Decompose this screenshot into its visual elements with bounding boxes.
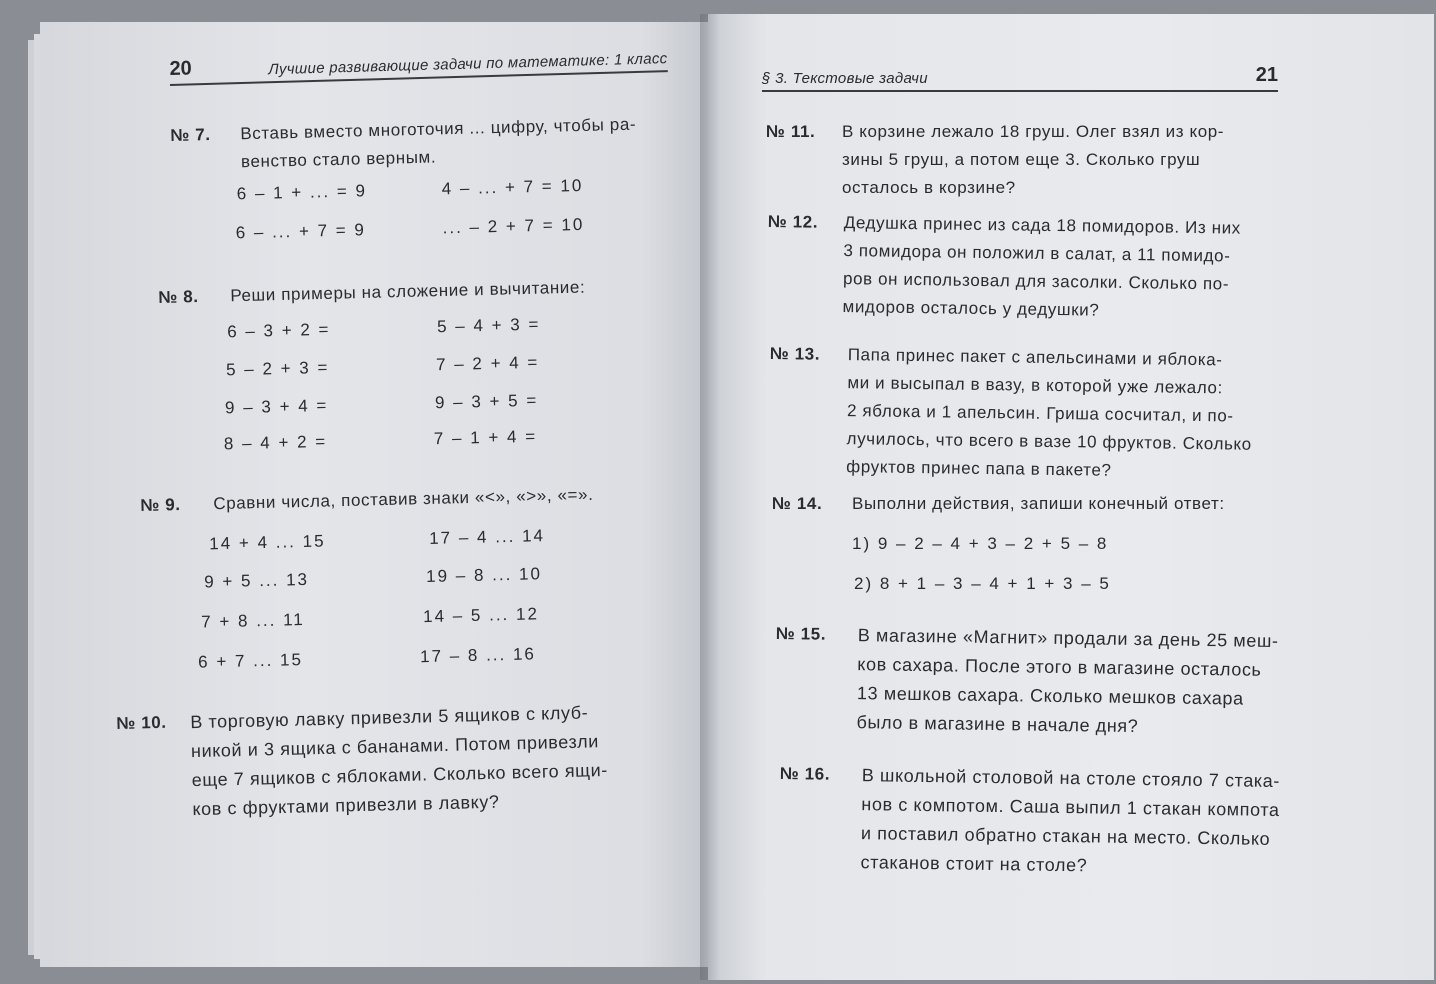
example: 9 – 3 + 5 =: [434, 390, 539, 413]
task-text: Сравни числа, поставив знаки «<», «>», «=».: [213, 484, 594, 514]
example: 5 – 2 + 3 =: [225, 357, 330, 380]
task-text: В торговую лавку привезли 5 ящиков с клуб- никой и 3 ящика с бананами. Потом привезли еще 7 ящиков с яблоками. Сколько всего ящи- ков с фруктами привезли в лавку?: [190, 702, 609, 820]
example: 14 – 5 ... 12: [422, 604, 540, 627]
example: 4 – ... + 7 = 10: [441, 175, 584, 199]
task-number: № 7.: [170, 125, 211, 145]
task-text: Папа принес пакет с апельсинами и яблока- ми и высыпал в вазу, в которой уже лежало: 2 яблока и 1 апельсин. Гриша сосчитал, и по- лучилось, что всего в вазе 10 фруктов. Сколько фруктов принес папа в пакете?: [846, 345, 1252, 480]
task-11: [766, 118, 1296, 208]
example: 6 – ... + 7 = 9: [235, 220, 367, 243]
task-number: № 12.: [767, 211, 819, 232]
task-7: [170, 110, 673, 252]
task-number: № 10.: [116, 712, 167, 733]
example: 6 + 7 ... 15: [197, 650, 304, 672]
running-title: Лучшие развивающие задачи по математике: 1 класс: [268, 50, 668, 79]
task-13: [768, 340, 1310, 493]
example: 7 – 1 + 4 =: [433, 426, 538, 449]
example: 9 + 5 ... 13: [203, 569, 310, 592]
page-number: 20: [169, 57, 193, 81]
example: 14 + 4 ... 15: [209, 531, 326, 554]
example: 8 – 4 + 2 =: [223, 431, 328, 454]
example: 17 – 8 ... 16: [419, 644, 537, 667]
example: 6 – 1 + ... = 9: [236, 181, 368, 204]
task-number: № 11.: [766, 122, 816, 141]
task-15: [774, 620, 1336, 753]
task-text: В школьной столовой на столе стояло 7 стака- нов с компотом. Саша выпил 1 стакан компота и поставил обратно стакан на место. Сколько стаканов стоит на столе?: [860, 765, 1281, 876]
task-16: [778, 760, 1360, 893]
example: 7 – 2 + 4 =: [435, 352, 540, 375]
task-12: [766, 208, 1298, 335]
task-text: В магазине «Магнит» продали за день 25 меш- ков сахара. После этого в магазине осталось 13 мешков сахара. Сколько мешков сахара было в магазине в начале дня?: [856, 625, 1279, 737]
example: 6 – 3 + 2 =: [226, 319, 331, 342]
right-page-header: [762, 64, 1278, 92]
task-number: № 14.: [772, 494, 823, 513]
task-text: Вставь вместо многоточия ... цифру, чтобы ра- венство стало верным.: [240, 114, 637, 172]
task-number: № 15.: [775, 623, 827, 644]
task-text: Выполни действия, запиши конечный ответ:: [852, 494, 1225, 513]
example: 2) 8 + 1 – 3 – 4 + 1 + 3 – 5: [854, 574, 1111, 593]
example: ... – 2 + 7 = 10: [442, 214, 585, 238]
task-number: № 13.: [769, 343, 821, 364]
task-text: Дедушка принес из сада 18 помидоров. Из них 3 помидора он положил в салат, а 11 помидо- ров он использовал для засолки. Сколько по- мидоров осталось у дедушки?: [842, 213, 1241, 320]
page-number: 21: [1255, 64, 1278, 86]
example: 7 + 8 ... 11: [200, 610, 305, 632]
book-gutter: [700, 14, 720, 980]
example: 1) 9 – 2 – 4 + 3 – 2 + 5 – 8: [852, 534, 1109, 553]
running-title: § 3. Текстовые задачи: [762, 70, 928, 87]
example: 9 – 3 + 4 =: [224, 395, 329, 418]
task-number: № 16.: [779, 763, 831, 784]
task-10: [116, 696, 679, 835]
task-text: В корзине лежало 18 груш. Олег взял из кор- зины 5 груш, а потом еще 3. Сколько груш осталось в корзине?: [842, 122, 1225, 197]
task-14: [772, 490, 1312, 600]
task-8: [158, 272, 662, 459]
example: 19 – 8 ... 10: [425, 564, 543, 587]
task-text: Реши примеры на сложение и вычитание:: [230, 277, 586, 306]
task-number: № 8.: [158, 287, 199, 307]
task-number: № 9.: [140, 495, 181, 515]
task-9: [140, 479, 664, 672]
example: 17 – 4 ... 14: [428, 526, 546, 548]
example: 5 – 4 + 3 =: [436, 314, 541, 337]
